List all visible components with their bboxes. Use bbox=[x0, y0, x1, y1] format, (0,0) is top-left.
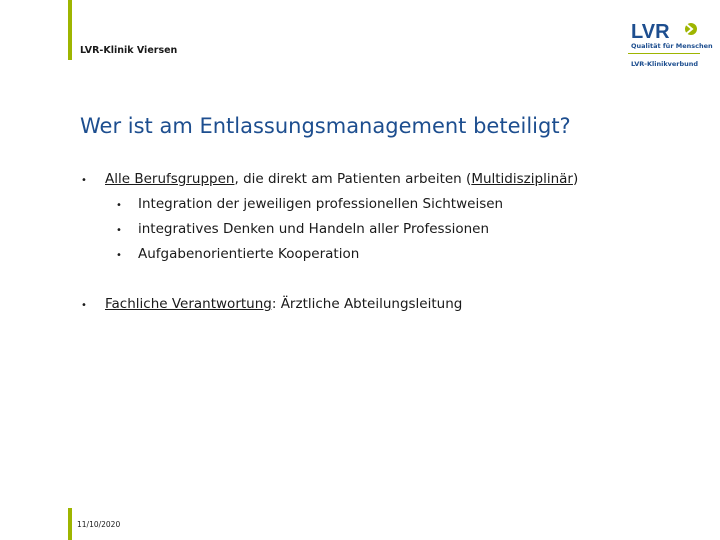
bullet-1-term-2: Multidisziplinär bbox=[471, 171, 573, 187]
lvr-tagline: Qualität für Menschen bbox=[631, 42, 713, 50]
bullet-2 bbox=[105, 296, 462, 312]
bullet-1-text: , die direkt am Patienten arbeiten ( bbox=[234, 171, 472, 187]
accent-bar-top bbox=[68, 0, 72, 60]
sub-bullet-1: Integration der jeweiligen professionellen Sichtweisen bbox=[138, 196, 504, 212]
bullet-1-term: Alle Berufsgruppen bbox=[105, 171, 235, 187]
bullet-1 bbox=[105, 171, 578, 187]
org-name: LVR-Klinik Viersen bbox=[80, 45, 178, 56]
bullet-2-text: : Ärztliche Abteilungsleitung bbox=[271, 296, 463, 312]
lvr-logo-mark bbox=[628, 20, 702, 42]
sub-bullet-2: integratives Denken und Handeln aller Professionen bbox=[138, 221, 490, 237]
sub-bullet-3: Aufgabenorientierte Kooperation bbox=[138, 246, 360, 262]
accent-bar-bottom bbox=[68, 508, 72, 540]
slide-title: Wer ist am Entlassungsmanagement beteiligt? bbox=[80, 114, 571, 138]
lvr-wordmark: LVR bbox=[631, 21, 670, 42]
logo-divider bbox=[628, 53, 700, 54]
bullet-2-term: Fachliche Verantwortung bbox=[105, 296, 272, 312]
bullet-1-text-end: ) bbox=[572, 171, 579, 187]
lvr-logo bbox=[628, 20, 713, 70]
sub-bullet-dot-icon: • bbox=[116, 250, 122, 261]
footer-date: 11/10/2020 bbox=[77, 520, 121, 529]
sub-bullet-dot-icon: • bbox=[116, 200, 122, 211]
bullet-dot-icon: • bbox=[81, 300, 87, 311]
lvr-subline: LVR-Klinikverbund bbox=[631, 60, 699, 68]
sub-bullet-dot-icon: • bbox=[116, 225, 122, 236]
bullet-dot-icon: • bbox=[81, 175, 87, 186]
